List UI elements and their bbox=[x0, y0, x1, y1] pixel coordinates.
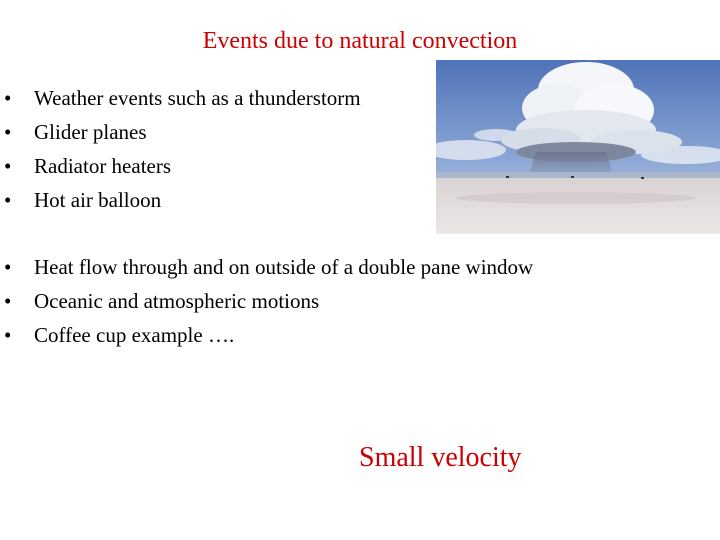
bullet-item: • Oceanic and atmospheric motions bbox=[0, 287, 540, 315]
bullet-list-more-examples bbox=[0, 253, 540, 355]
emphasis-text: Small velocity bbox=[359, 442, 522, 473]
bullet-item: • Glider planes bbox=[0, 115, 430, 149]
thunderstorm-image bbox=[436, 60, 720, 234]
bullet-item: • Hot air balloon bbox=[0, 183, 430, 217]
bullet-item: • Heat flow through and on outside of a double pane window bbox=[0, 253, 540, 281]
bullet-item: • Radiator heaters bbox=[0, 149, 430, 183]
bullet-item: • Coffee cup example …. bbox=[0, 321, 540, 349]
bullet-list-examples bbox=[0, 81, 430, 217]
thunderstorm-photo bbox=[436, 60, 720, 234]
slide-title: Events due to natural convection bbox=[202, 28, 518, 54]
bullet-item: • Weather events such as a thunderstorm bbox=[0, 81, 430, 115]
